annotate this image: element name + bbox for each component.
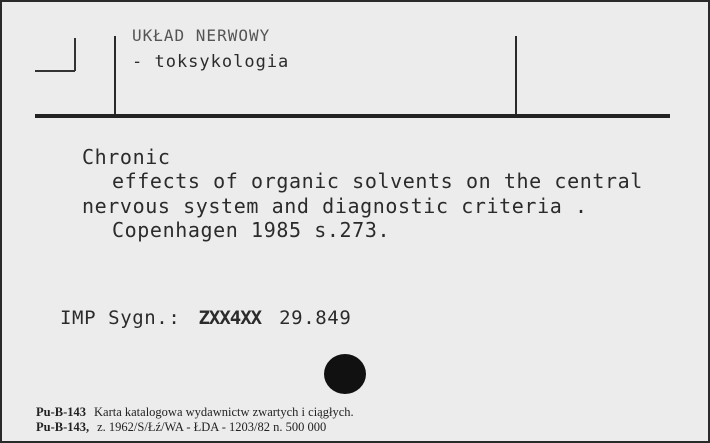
footer-code-1: Pu-B-143 (36, 405, 86, 419)
footer-text-1: Karta katalogowa wydawnictw zwartych i ciągłych. (94, 405, 354, 419)
corner-mark-horizontal (35, 70, 75, 72)
punch-hole (324, 354, 366, 394)
call-number (60, 307, 351, 329)
call-number-value: 29.849 (279, 307, 352, 329)
footer-line-2 (36, 420, 326, 435)
title-line-2: effects of organic solvents on the central (112, 169, 643, 193)
call-number-prefix: IMP Sygn.: (60, 307, 181, 329)
subject-subheading: - toksykologia (132, 52, 290, 72)
footer-line-1 (36, 405, 354, 420)
subject-heading: UKŁAD NERWOWY (132, 26, 271, 45)
imprint-line: Copenhagen 1985 s.273. (112, 218, 391, 242)
title-line-3: nervous system and diagnostic criteria . (82, 194, 588, 218)
left-column-rule (114, 36, 116, 116)
right-column-rule (515, 36, 517, 116)
header-rule (35, 114, 670, 118)
corner-mark-vertical (74, 38, 76, 71)
call-number-struck: ZXX4XX (198, 307, 262, 329)
footer-text-2: z. 1962/S/Łź/WA - ŁDA - 1203/82 n. 500 000 (97, 420, 327, 434)
footer-code-2: Pu-B-143, (36, 420, 90, 434)
title-line-1: Chronic (82, 145, 171, 169)
